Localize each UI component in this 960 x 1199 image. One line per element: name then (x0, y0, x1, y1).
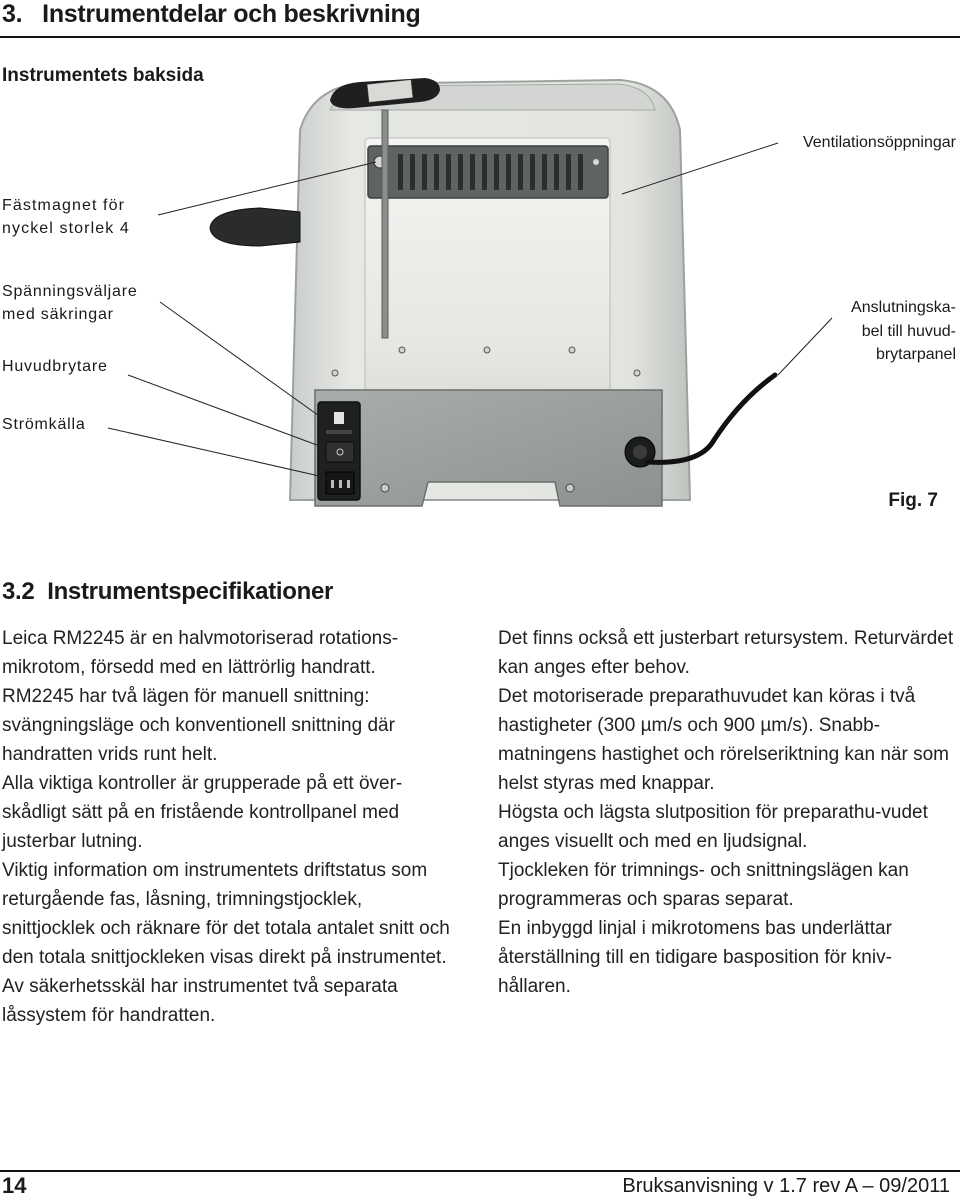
footer-rule (0, 1170, 960, 1172)
page-number: 14 (2, 1173, 27, 1198)
callout-magnet-line2: nyckel storlek 4 (2, 220, 130, 237)
left-column (2, 624, 460, 1030)
figure-subtitle: Instrumentets baksida (2, 65, 204, 86)
paragraph: Högsta och lägsta slutposition för preparathu-vudet anges visuellt och med en ljudsignal. (498, 802, 928, 852)
callout-voltage-line1: Spänningsväljare (2, 283, 138, 300)
callout-cable-line1: Anslutningska- (851, 299, 956, 316)
section-title: 3. Instrumentdelar och beskrivning (2, 0, 421, 28)
paragraph: Det motoriserade preparathuvudet kan köras i två hastigheter (300 µm/s och 900 µm/s). Snabb-matningens hastighet och rörelseriktning kan när som helst styras med knappar. (498, 686, 949, 794)
paragraph: Av säkerhetsskäl har instrumentet två separata låssystem för handratten. (2, 976, 398, 1026)
paragraph: Leica RM2245 är en halvmotoriserad rotations-mikrotom, försedd med en lättrörlig handratt. (2, 628, 399, 678)
hex-key-shaft (382, 110, 388, 338)
paragraph: Det finns också ett justerbart retursystem. Returvärdet kan anges efter behov. (498, 628, 954, 678)
subsection-title: 3.2 Instrumentspecifikationer (2, 578, 334, 605)
leader-cable (778, 318, 832, 375)
section-rule (0, 36, 960, 38)
callout-main-switch: Huvudbrytare (2, 358, 108, 375)
figure-label: Fig. 7 (888, 490, 938, 511)
paragraph: Alla viktiga kontroller är grupperade på ett över-skådligt sätt på en fristående kontrollpanel med justerbar lutning. (2, 773, 403, 852)
callout-magnet-line1: Fästmagnet för (2, 197, 126, 214)
callout-cable-line2: bel till huvud- (861, 323, 956, 340)
main-switch (326, 442, 354, 462)
handwheel-knob (210, 208, 300, 246)
callout-voltage-line2: med säkringar (2, 306, 114, 323)
callout-power-source: Strömkälla (2, 416, 86, 433)
fuse-holder (334, 412, 344, 424)
ventilation-grille (368, 146, 608, 198)
paragraph: Tjockleken för trimnings- och snittningslägen kan programmeras och sparas separat. (498, 860, 909, 910)
paragraph: Viktig information om instrumentets driftstatus som returgående fas, låsning, trimningstjocklek, snittjocklek och räknare för det totala antalet snitt och den totala snittjockleken visas direkt på instrumentet. (2, 860, 450, 968)
paragraph: RM2245 har två lägen för manuell snittning: svängningsläge och konventionell snittning där handratten vrids runt helt. (2, 686, 395, 765)
callout-ventilation: Ventilationsöppningar (802, 134, 956, 151)
callout-cable-line3: brytarpanel (875, 346, 956, 363)
manual-version: Bruksanvisning v 1.7 rev A – 09/2011 (622, 1175, 950, 1197)
right-column (498, 624, 956, 1001)
paragraph: En inbyggd linjal i mikrotomens bas underlättar återställning till en tidigare basposition för kniv-hållaren. (498, 918, 892, 997)
